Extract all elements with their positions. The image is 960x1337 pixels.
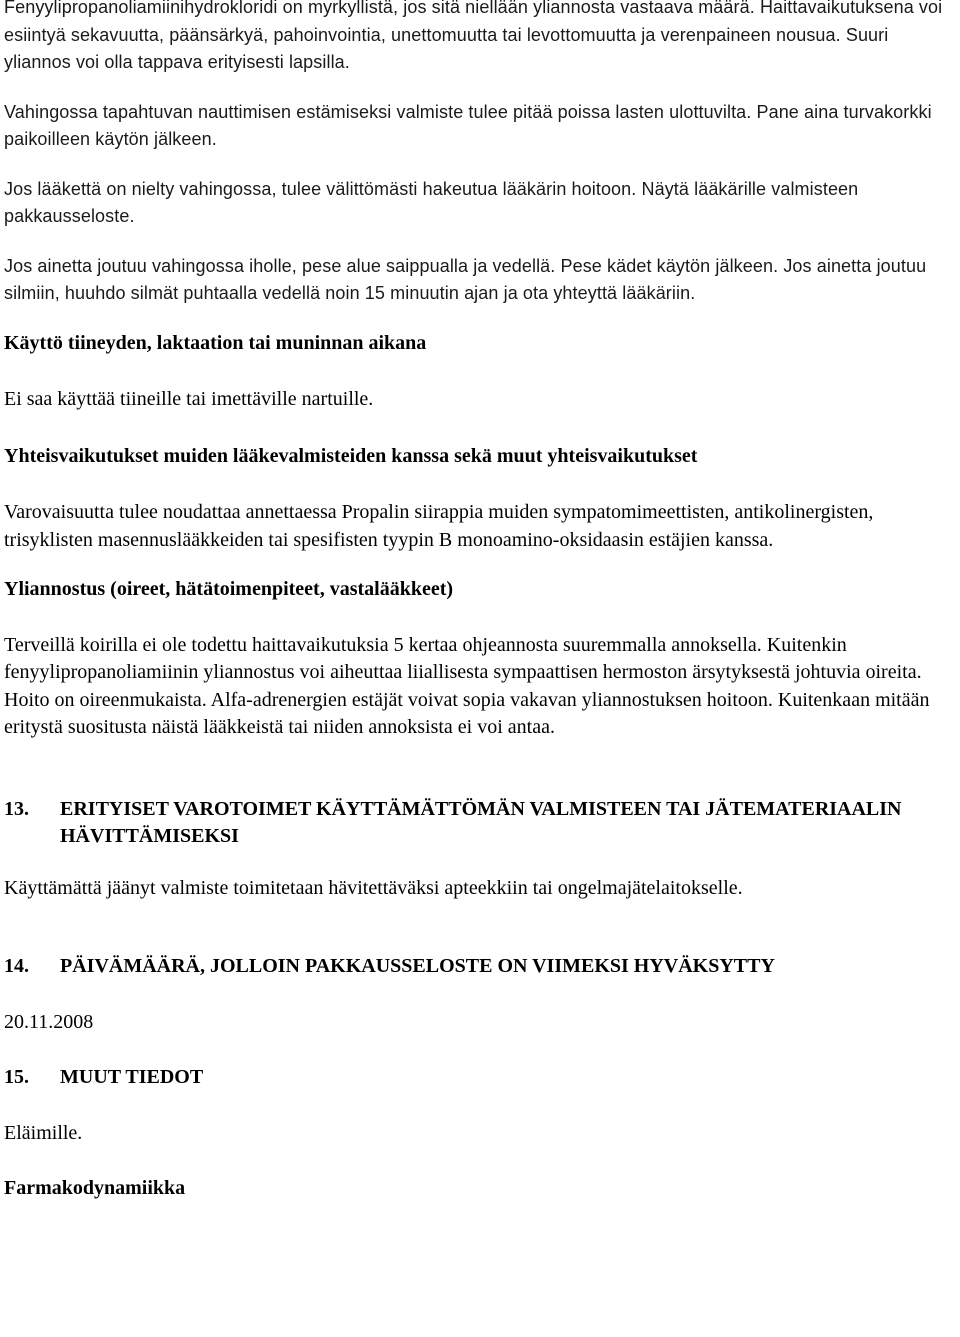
- interactions-heading: Yhteisvaikutukset muiden lääkevalmisteiden kanssa sekä muut yhteisvaikutukset: [4, 444, 698, 467]
- section-13-number: 13.: [4, 797, 29, 820]
- section-13-title: ERITYISET VAROTOIMET KÄYTTÄMÄTTÖMÄN VALMISTEEN TAI JÄTEMATERIAALIN HÄVITTÄMISEKSI: [60, 797, 902, 847]
- section-13-heading: [4, 796, 956, 851]
- children-warning-paragraph: Vahingossa tapahtuvan nauttimisen estämiseksi valmiste tulee pitää poissa lasten ulottuvilta. Pane aina turvakorkki paikoilleen käytön jälkeen.: [4, 101, 932, 149]
- section-15-text: Eläimille.: [4, 1121, 83, 1144]
- section-14-number: 14.: [4, 955, 29, 977]
- section-15-heading: [4, 1064, 956, 1092]
- document-page: [4, 0, 956, 1203]
- pharmacodynamics-heading: Farmakodynamiikka: [4, 1177, 186, 1199]
- section-14-date: 20.11.2008: [4, 1010, 94, 1033]
- overdose-text: Terveillä koirilla ei ole todettu haittavaikutuksia 5 kertaa ohjeannosta suuremmalla annoksella. Kuitenkin fenyylipropanoliamiinin yliannostus voi aiheuttaa liiallisesta sympaattisen hermoston ärsytyksestä johtuvia oireita. Hoito on oireenmukaista. Alfa-adrenergien estäjät voivat sopia vakavan yliannostuksen hoitoon. Kuitenkaan mitään eritystä suositusta näistä lääkkeistä tai niiden annoksista ei voi antaa.: [4, 633, 930, 738]
- pregnancy-heading: Käyttö tiineyden, laktaation tai muninnan aikana: [4, 331, 427, 354]
- interactions-text: Varovaisuutta tulee noudattaa annettaessa Propalin siirappia muiden sympatomimeettisten, antikolinergisten, trisyklisten masennuslääkkeiden tai spesifisten tyypin B monoamino-oksidaasin estäjien kanssa.: [4, 501, 874, 551]
- section-15-number: 15.: [4, 1066, 29, 1088]
- overdose-heading: Yliannostus (oireet, hätätoimenpiteet, vastalääkkeet): [4, 578, 454, 600]
- section-13-text: Käyttämättä jäänyt valmiste toimitetaan hävitettäväksi apteekkiin tai ongelmajätelaitokselle.: [4, 876, 743, 899]
- section-15-title: MUUT TIEDOT: [60, 1066, 204, 1088]
- section-14-title: PÄIVÄMÄÄRÄ, JOLLOIN PAKKAUSSELOSTE ON VIIMEKSI HYVÄKSYTTY: [60, 955, 775, 977]
- section-14-heading: [4, 953, 956, 981]
- pregnancy-text: Ei saa käyttää tiineille tai imettäville nartuille.: [4, 388, 374, 410]
- overdose-warning-paragraph: Fenyylipropanoliamiinihydrokloridi on myrkyllistä, jos sitä niellään yliannosta vastaava määrä. Haittavaikutuksena voi esiintyä sekavuutta, päänsärkyä, pahoinvointia, unettomuutta tai levottomuutta ja verenpaineen nousua. Suuri yliannos voi olla tappava erityisesti lapsilla.: [4, 0, 943, 72]
- skin-eyes-paragraph: Jos ainetta joutuu vahingossa iholle, pese alue saippualla ja vedellä. Pese kädet käytön jälkeen. Jos ainetta joutuu silmiin, huuhdo silmät puhtaalla vedellä noin 15 minuutin ajan ja ota yhteyttä lääkäriin.: [4, 255, 927, 303]
- swallowed-warning-paragraph: Jos lääkettä on nielty vahingossa, tulee välittömästi hakeutua lääkärin hoitoon. Näytä lääkärille valmisteen pakkausseloste.: [4, 178, 859, 226]
